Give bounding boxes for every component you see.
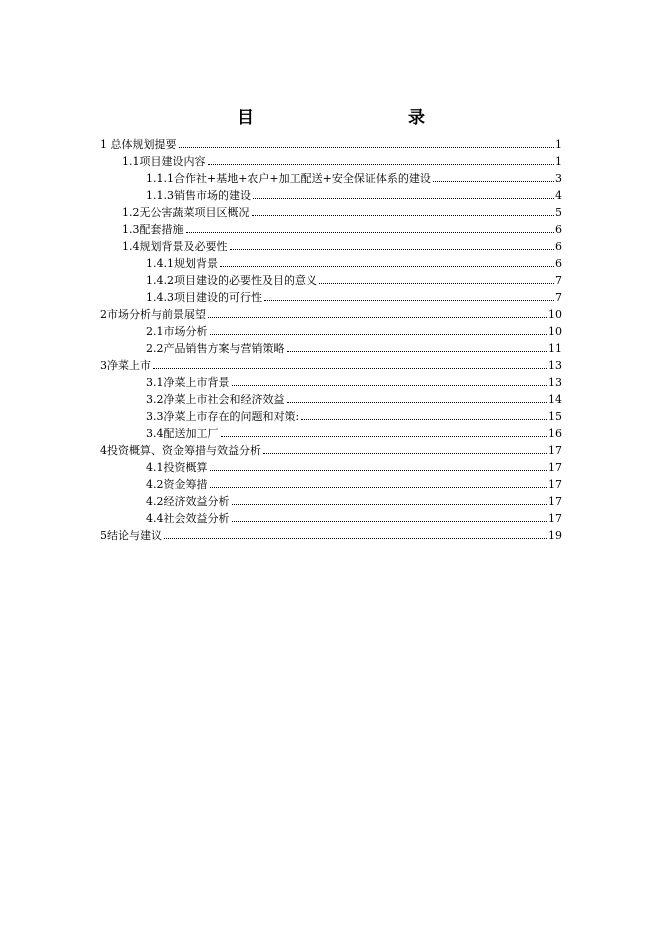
toc-page-number: 5: [555, 206, 562, 219]
toc-entry-label: 5结论与建议: [100, 529, 162, 542]
dot-leader: [179, 147, 555, 148]
dot-leader: [253, 198, 554, 199]
toc-entry-label: 1.1.1合作社+基地+农户+加工配送+安全保证体系的建设: [146, 172, 431, 185]
dot-leader: [232, 521, 548, 522]
dot-leader: [319, 283, 554, 284]
dot-leader: [433, 181, 554, 182]
toc-entry[interactable]: [146, 185, 562, 202]
toc-entry[interactable]: [146, 321, 562, 338]
toc-entry[interactable]: [146, 491, 562, 508]
toc-page-number: 7: [555, 274, 562, 287]
toc-page-number: 14: [548, 393, 562, 406]
toc-page-number: 15: [548, 410, 562, 423]
toc-entry-label: 1.3配套措施: [122, 223, 184, 236]
toc-entry[interactable]: [100, 525, 562, 542]
toc-page-number: 10: [548, 325, 562, 338]
toc-entry-label: 4.1投资概算: [146, 461, 208, 474]
toc-page-number: 19: [548, 529, 562, 542]
toc-entry[interactable]: [146, 270, 562, 287]
toc-page-number: 6: [555, 240, 562, 253]
toc-entry[interactable]: [146, 168, 562, 185]
dot-leader: [164, 538, 547, 539]
toc-entry-label: 2.1市场分析: [146, 325, 208, 338]
toc-entry-label: 1.4.2项目建设的必要性及目的意义: [146, 274, 317, 287]
toc-entry[interactable]: [146, 474, 562, 491]
toc-entry[interactable]: [146, 423, 562, 440]
toc-entry-label: 1.4规划背景及必要性: [122, 240, 228, 253]
toc-entry[interactable]: [146, 253, 562, 270]
dot-leader: [210, 470, 548, 471]
toc-entry[interactable]: [146, 508, 562, 525]
toc-entry[interactable]: [100, 355, 562, 372]
toc-entry[interactable]: [146, 457, 562, 474]
toc-entry-label: 4投资概算、资金筹措与效益分析: [100, 444, 261, 457]
toc-entry[interactable]: [146, 389, 562, 406]
toc-entry[interactable]: [146, 406, 562, 423]
toc-page-number: 16: [548, 427, 562, 440]
toc-entry[interactable]: [146, 372, 562, 389]
dot-leader: [287, 351, 548, 352]
dot-leader: [210, 334, 548, 335]
toc-entry[interactable]: [146, 287, 562, 304]
toc-entry-label: 4.2经济效益分析: [146, 495, 230, 508]
toc-entry-label: 4.4社会效益分析: [146, 512, 230, 525]
dot-leader: [208, 317, 547, 318]
toc-entry[interactable]: [122, 202, 562, 219]
toc-page-number: 6: [555, 257, 562, 270]
dot-leader: [221, 436, 548, 437]
toc-entry-label: 1.4.1规划背景: [146, 257, 218, 270]
toc-page-number: 6: [555, 223, 562, 236]
toc-page-number: 17: [548, 461, 562, 474]
toc-entry-label: 3.1净菜上市背景: [146, 376, 230, 389]
toc-entry[interactable]: [100, 440, 562, 457]
toc-entry-label: 3净菜上市: [100, 359, 151, 372]
toc-entry-label: 1 总体规划提要: [100, 138, 177, 151]
toc-entry[interactable]: [122, 236, 562, 253]
toc-page-number: 17: [548, 495, 562, 508]
dot-leader: [264, 300, 554, 301]
toc-entry[interactable]: [122, 219, 562, 236]
toc-entry-label: 1.1项目建设内容: [122, 155, 206, 168]
dot-leader: [232, 504, 548, 505]
toc-page-number: 4: [555, 189, 562, 202]
toc-page-number: 17: [548, 512, 562, 525]
toc-entry-label: 4.2资金筹措: [146, 478, 208, 491]
dot-leader: [252, 215, 555, 216]
toc-entry-label: 2市场分析与前景展望: [100, 308, 206, 321]
toc-entry-label: 3.4配送加工厂: [146, 427, 219, 440]
dot-leader: [208, 164, 555, 165]
toc-page-number: 3: [555, 172, 562, 185]
toc-page-number: 17: [548, 444, 562, 457]
dot-leader: [301, 419, 547, 420]
toc-entry[interactable]: [100, 304, 562, 321]
toc-entry[interactable]: [100, 134, 562, 151]
toc-page-number: 1: [555, 155, 562, 168]
dot-leader: [263, 453, 547, 454]
dot-leader: [186, 232, 555, 233]
toc-entry-label: 3.2净菜上市社会和经济效益: [146, 393, 285, 406]
toc-entry-label: 1.4.3项目建设的可行性: [146, 291, 262, 304]
dot-leader: [230, 249, 555, 250]
dot-leader: [153, 368, 547, 369]
dot-leader: [210, 487, 548, 488]
toc-entry-label: 1.1.3销售市场的建设: [146, 189, 251, 202]
toc-entry-label: 3.3净菜上市存在的问题和对策:: [146, 410, 300, 423]
dot-leader: [220, 266, 554, 267]
toc-page-number: 1: [555, 138, 562, 151]
toc-page-number: 7: [555, 291, 562, 304]
toc-entry[interactable]: [146, 338, 562, 355]
toc-page-number: 10: [548, 308, 562, 321]
toc-page-number: 17: [548, 478, 562, 491]
dot-leader: [287, 402, 548, 403]
toc-entry-label: 2.2产品销售方案与营销策略: [146, 342, 285, 355]
dot-leader: [232, 385, 548, 386]
toc-page-number: 13: [548, 359, 562, 372]
toc-page-number: 13: [548, 376, 562, 389]
toc-entry[interactable]: [122, 151, 562, 168]
toc-page-number: 11: [548, 342, 562, 355]
toc-entry-label: 1.2无公害蔬菜项目区概况: [122, 206, 250, 219]
toc-title: 目 录: [237, 108, 465, 128]
